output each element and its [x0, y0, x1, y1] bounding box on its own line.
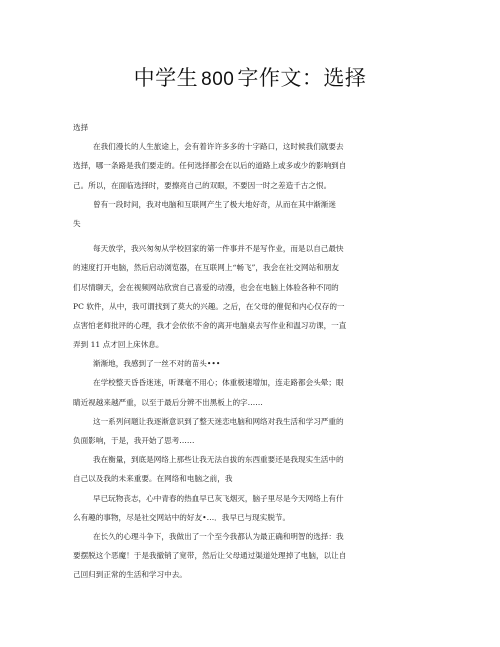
text-line: 睛近视越来越严重，以至于最后分辨不出黑板上的字……: [73, 397, 263, 407]
title-prefix: 中学生: [133, 66, 199, 90]
paragraph-6: [73, 412, 379, 450]
paragraph-3: [73, 239, 379, 354]
title-number: 800: [201, 69, 235, 90]
paragraph-4: [73, 354, 379, 373]
text-line: 自己以及我的未来重要。在网络和电脑之前，我: [73, 474, 233, 484]
page-title: [0, 62, 500, 92]
paragraph-1: [73, 137, 379, 195]
text-line: 我在衡量，到底是网络上那些让我无法自拔的东西重要还是我现实生活中的: [93, 455, 344, 465]
text-line: 每天放学，我兴匆匆从学校回家的第一件事并不是写作业，而是以自己最快: [93, 244, 344, 254]
title-suffix: 字作文：选择: [237, 66, 367, 90]
paragraph-5: [73, 373, 379, 411]
text-line: 失: [73, 218, 81, 228]
text-line: 要摆脱这个恶魔！于是我撤销了宽带，然后让父母通过渠道处理掉了电脑，以让自: [73, 551, 347, 561]
text-line: 己回归到正常的生活和学习中去。: [73, 570, 187, 580]
heading-line: 选择: [73, 123, 89, 132]
text-line: 弄到 11 点才回上床休息。: [73, 340, 164, 350]
essay-body: [73, 118, 379, 585]
text-line: 曾有一段时间，我对电脑和互联网产生了极大地好奇，从而在其中渐渐迷: [93, 199, 336, 209]
text-line: 在我们漫长的人生旅途上，会有着许许多多的十字路口，这时候我们就要去: [93, 142, 344, 152]
text-line: 们尽情聊天，会在视频网站欣赏自己喜爱的动漫，也会在电脑上体验各种不同的: [73, 282, 339, 292]
paragraph-2: [73, 195, 379, 233]
paragraph-8: [73, 489, 379, 527]
text-line: 的速度打开电脑，然后启动浏览器，在互联网上“畅飞”，我会在社交网站和朋友: [73, 263, 339, 273]
text-line: 么有趣的事物，尽是社交网站中的好友•…．我早已与现实脱节。: [73, 512, 291, 522]
text-line: 渐渐地，我感到了一丝不对的苗头•••: [93, 359, 221, 369]
paragraph-7: [73, 450, 379, 488]
essay-heading: [73, 118, 379, 137]
text-line: 在长久的心理斗争下，我做出了一个至今我都认为最正确和明智的选择：我: [93, 531, 344, 541]
paragraph-9: [73, 527, 379, 585]
text-line: 早已玩物丧志，心中青春的热血早已灰飞烟灭，脑子里尽是今天网络上有什: [93, 493, 344, 503]
text-line: 在学校整天昏昏迷迷，听课毫不用心；体重极速增加，连走路都会头晕；眼: [93, 378, 344, 388]
text-line: PC 软件，从中，我可谓找到了莫大的兴趣。之后，在父母的催促和内心仅存的一: [73, 301, 345, 311]
text-line: 这一系列问题让我逐渐意识到了整天迷恋电脑和网络对我生活和学习严重的: [93, 416, 344, 426]
text-line: 己。所以，在面临选择时，要擦亮自己的双眼，不要因一时之差造千古之恨。: [73, 180, 332, 190]
text-line: 点害怕老师批评的心理，我才会依依不舍的离开电脑桌去写作业和温习功课，一直: [73, 320, 347, 330]
text-line: 选择，哪一条路是我们要走的。任何选择都会在以后的道路上或多或少的影响到自: [73, 161, 347, 171]
text-line: 负面影响，于是，我开始了思考……: [73, 436, 195, 445]
